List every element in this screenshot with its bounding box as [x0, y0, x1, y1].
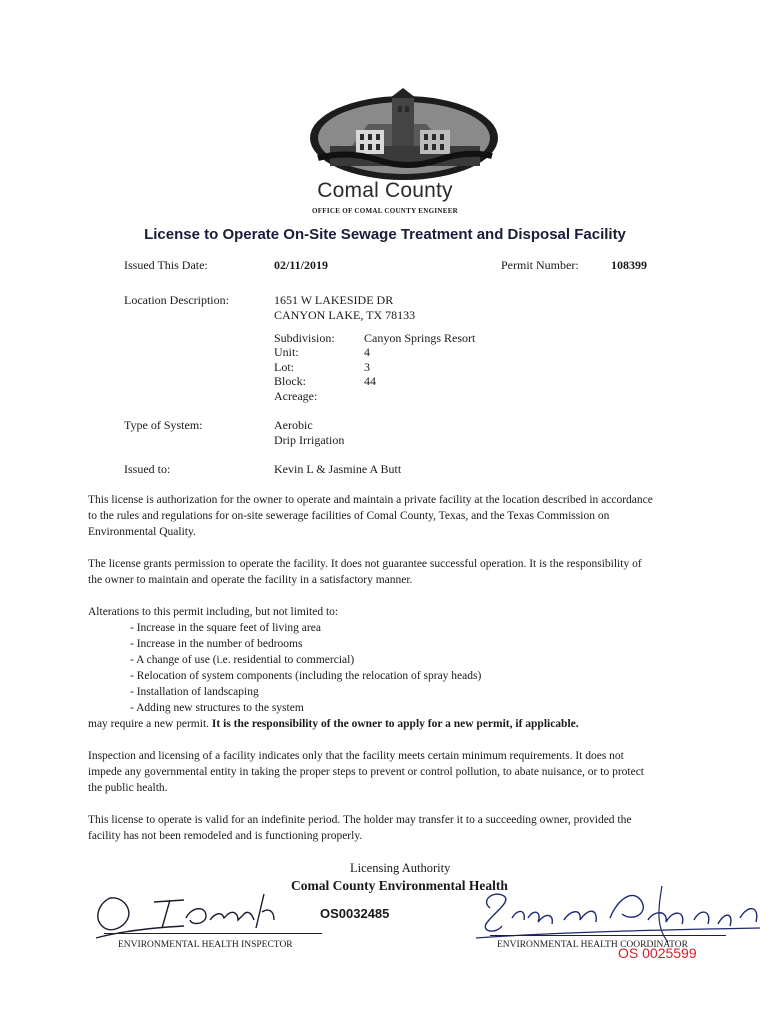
subdivision-value: Canyon Springs Resort	[364, 331, 476, 345]
list-item: - Increase in the square feet of living area	[130, 620, 481, 636]
licensing-authority-name: Comal County Environmental Health	[291, 878, 508, 893]
coordinator-title: ENVIRONMENTAL HEALTH COORDINATOR	[497, 940, 688, 950]
unit-value: 4	[364, 345, 370, 359]
list-item: - Relocation of system components (including the relocation of spray heads)	[130, 668, 481, 684]
permit-number-value: 108399	[611, 258, 647, 272]
permit-number-label: Permit Number:	[501, 258, 579, 272]
owner-responsibility-note: It is the responsibility of the owner to apply for a new permit, if applicable.	[211, 718, 579, 730]
coordinator-license-stamp: OS 0025599	[618, 945, 697, 961]
permission-paragraph: The license grants permission to operate the facility. It does not guarantee successful operation. It is the responsibility of the owner to maintain and operate the facility in a satisfactory manner.	[88, 558, 642, 586]
document-title: License to Operate On-Site Sewage Treatment and Disposal Facility	[144, 226, 626, 243]
coordinator-signature-line	[490, 935, 726, 936]
licensing-authority-label: Licensing Authority	[350, 861, 451, 875]
block-value: 44	[364, 374, 376, 388]
issued-date-label: Issued This Date:	[124, 258, 208, 272]
system-type-line2: Drip Irrigation	[274, 433, 345, 447]
office-name: OFFICE OF COMAL COUNTY ENGINEER	[311, 207, 459, 215]
lot-value: 3	[364, 360, 370, 374]
inspection-paragraph: Inspection and licensing of a facility indicates only that the facility meets certain minimum requirements. It does not impede any governmental entity in taking the proper steps to prevent or control pollution, to abate nuisance, or to protect the public health.	[88, 750, 644, 794]
county-name: Comal County	[317, 179, 453, 202]
inspector-signature-line	[104, 933, 322, 934]
address-line2: CANYON LAKE, TX 78133	[274, 308, 416, 322]
alterations-closing	[88, 716, 658, 732]
alterations-intro: Alterations to this permit including, but not limited to:	[88, 606, 339, 618]
list-item: - Adding new structures to the system	[130, 700, 481, 716]
lot-label: Lot:	[274, 360, 294, 374]
alterations-end-text: may require a new permit.	[88, 718, 210, 730]
location-label: Location Description:	[124, 293, 229, 307]
list-item: - A change of use (i.e. residential to commercial)	[130, 652, 481, 668]
list-item: - Increase in the number of bedrooms	[130, 636, 481, 652]
authorization-paragraph: This license is authorization for the owner to operate and maintain a private facility at the location described in accordance to the rules and regulations for on-site sewerage facilities of Comal County, Texas, and the Texas Commission on Environmental Quality.	[88, 494, 653, 538]
courthouse-seal-image	[308, 86, 500, 182]
system-type-line1: Aerobic	[274, 418, 313, 432]
system-type-label: Type of System:	[124, 418, 203, 432]
validity-paragraph: This license to operate is valid for an indefinite period. The holder may transfer it to a succeeding owner, provided the facility has not been remodeled and is functioning properly.	[88, 814, 632, 842]
unit-label: Unit:	[274, 345, 299, 359]
subdivision-label: Subdivision:	[274, 331, 335, 345]
acreage-label: Acreage:	[274, 389, 318, 403]
issued-date-value: 02/11/2019	[274, 258, 329, 272]
address-line1: 1651 W LAKESIDE DR	[274, 293, 394, 307]
list-item: - Installation of landscaping	[130, 684, 481, 700]
issued-to-label: Issued to:	[124, 462, 171, 476]
inspector-title: ENVIRONMENTAL HEALTH INSPECTOR	[118, 940, 293, 950]
issued-to-value: Kevin L & Jasmine A Butt	[274, 462, 402, 476]
inspector-license-stamp: OS0032485	[320, 906, 390, 921]
alterations-list	[130, 620, 481, 716]
block-label: Block:	[274, 374, 306, 388]
